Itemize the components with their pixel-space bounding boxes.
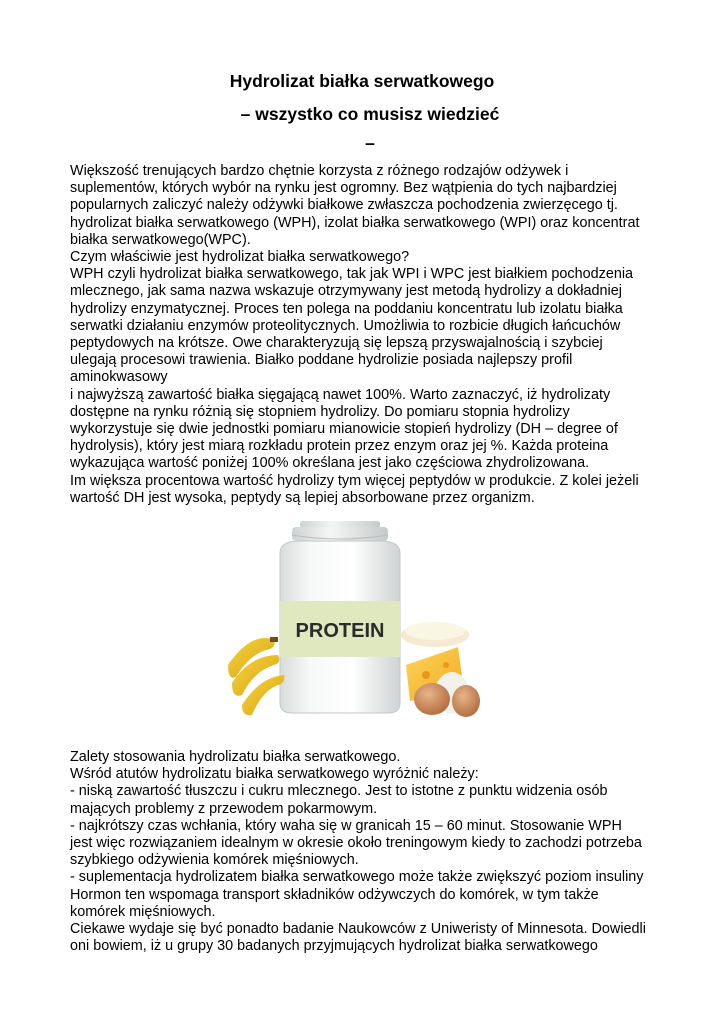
paragraph-line: białka serwatkowego(WPC). (70, 231, 251, 248)
paragraph-line: mlecznego, jak sama nazwa wskazuje otrzymywany jest metodą hydrolizy a dokładniej (70, 283, 622, 300)
paragraph-line: - najkrótszy czas wchłania, który waha się w granicah 15 – 60 minut. Stosowanie WPH (70, 817, 622, 834)
section-intro (70, 163, 670, 507)
paragraph-line: i najwyższą zawartość białka sięgającą nawet 100%. Warto zaznaczyć, iż hydrolizaty (70, 386, 611, 403)
paragraph-line: WPH czyli hydrolizat białka serwatkowego, tak jak WPI i WPC jest białkiem pochodzenia (70, 266, 634, 283)
paragraph-line: oni bowiem, iż u grupy 30 badanych przyjmujących hydrolizat białka serwatkowego (70, 938, 598, 955)
paragraph-line: wykorzystuje się dwie jednostki pomiaru mianowicie stopień hydrolizy (DH – degree of (70, 421, 618, 438)
paragraph-line: hydrolizy enzymatycznej. Proces ten polega na poddaniu koncentratu lub izolatu białka (70, 300, 623, 317)
jar-lid (292, 521, 388, 541)
bananas-illustration (228, 637, 284, 715)
paragraph-line: suplementów, których wybór na rynku jest ogromny. Bez wątpienia do tych najbardziej (70, 180, 617, 197)
paragraph-line: dostępne na rynku różnią się stopniem hydrolizy. Do pomiaru stopnia hydrolizy (70, 403, 570, 420)
paragraph-line: - niską zawartość tłuszczu i cukru mlecznego. Jest to istotne z punktu widzenia osób (70, 783, 608, 800)
paragraph-line: wykazująca wartość poniżej 100% określana jest jako częściowa zhydrolizowana. (70, 455, 590, 472)
paragraph-line: szybkiego odżywienia komórek mięśniowych. (70, 852, 359, 869)
paragraph-line: mających problemy z przewodem pokarmowym. (70, 800, 378, 817)
protein-jar-illustration (220, 515, 480, 720)
title-dash: – (365, 133, 375, 153)
paragraph-line: peptydowych na krótsze. Owe charakteryzują się lepszą przyswajalnością i szybciej (70, 335, 603, 352)
paragraph-line: Ciekawe wydaje się być ponadto badanie Naukowców z Uniweristy of Minnesota. Dowiedli (70, 921, 646, 938)
section-benefits (70, 749, 670, 955)
paragraph-line: Czym właściwie jest hydrolizat białka serwatkowego? (70, 249, 410, 266)
paragraph-line: Większość trenujących bardzo chętnie korzysta z różnego rodzajów odżywek i (70, 163, 569, 179)
jar-label-text: PROTEIN (295, 620, 385, 642)
paragraph-line: jest więc rozwiązaniem idealnym w okresie około treningowym kiedy to zachodzi potrzeba (70, 835, 642, 852)
paragraph-line: hydrolysis), który jest miarą rozkładu protein przez enzym oraz jej %. Każda proteina (70, 438, 609, 455)
paragraph-line: komórek mięśniowych. (70, 903, 216, 920)
paragraph-line: Zalety stosowania hydrolizatu białka serwatkowego. (70, 749, 401, 765)
paragraph-line: - suplementacja hydrolizatem białka serwatkowego może także zwiększyć poziom insuliny (70, 869, 644, 886)
paragraph-line: ulegają procesowi trawienia. Białko poddane hydrolizie posiada najlepszy profil (70, 352, 573, 369)
paragraph-line: hydrolizat białka serwatkowego (WPH), izolat białka serwatkowego (WPI) oraz koncentrat (70, 214, 640, 231)
paragraph-line: wartość DH jest wysoka, peptydy są lepiej absorbowane przez organizm. (70, 489, 535, 506)
paragraph-line: popularnych zaliczyć należy odżywki białkowe zwłaszcza pochodzenia zwierzęcego tj. (70, 197, 618, 214)
paragraph-line: Wśród atutów hydrolizatu białka serwatkowego wyróżnić należy: (70, 766, 479, 783)
paragraph-line: aminokwasowy (70, 369, 168, 386)
paragraph-line: serwatki działaniu enzymów proteolitycznych. Umożliwia to rozbicie długich łańcuchów (70, 317, 621, 334)
paragraph-line: Im większa procentowa wartość hydrolizy tym więcej peptydów w produkcie. Z kolei jeżeli (70, 472, 639, 489)
document-title: Hydrolizat białka serwatkowego (229, 71, 495, 91)
paragraph-line: Hormon ten wspomaga transport składników odżywczych do komórek, w tym także (70, 886, 599, 903)
document-subtitle: – wszystko co musisz wiedzieć (240, 104, 500, 124)
jar-body (280, 541, 400, 713)
